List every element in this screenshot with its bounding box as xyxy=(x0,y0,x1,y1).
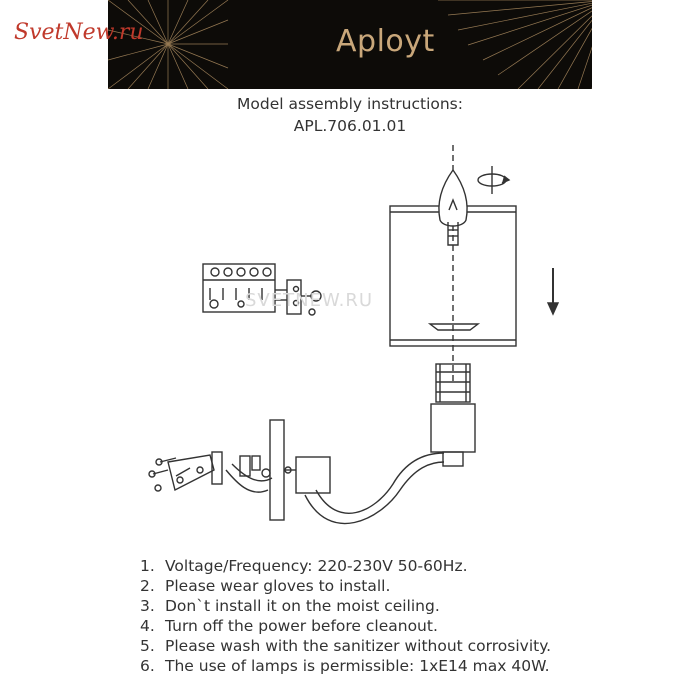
candle-bulb xyxy=(439,170,467,245)
brand-logo: Aployt xyxy=(336,24,435,59)
mounting-bracket xyxy=(168,452,222,490)
rotate-arrow-icon xyxy=(478,166,509,194)
list-item: 3. Don`t install it on the moist ceiling. xyxy=(140,597,440,615)
list-item: 5. Please wash with the sanitizer without corrosivity. xyxy=(140,637,552,655)
lamp-arm xyxy=(305,453,444,524)
wire-connection xyxy=(226,456,291,492)
page-title: Model assembly instructions: xyxy=(237,95,463,113)
down-arrow-icon xyxy=(548,268,558,314)
wall-plate xyxy=(270,420,330,520)
list-item: 1. Voltage/Frequency: 220-230V 50-60Hz. xyxy=(140,557,468,575)
header-banner xyxy=(108,0,592,89)
site-logo: SvetNew.ru xyxy=(14,20,144,45)
watermark-text: SVETNEW.RU xyxy=(245,290,374,311)
model-number: APL.706.01.01 xyxy=(293,117,407,135)
instruction-list xyxy=(140,556,551,676)
screws xyxy=(149,458,176,491)
list-item: 6. The use of lamps is permissible: 1xE14 max 40W. xyxy=(140,657,550,675)
list-item: 4. Turn off the power before cleanout. xyxy=(140,617,438,635)
assembly-diagram xyxy=(0,140,700,550)
list-item: 2. Please wear gloves to install. xyxy=(140,577,391,595)
